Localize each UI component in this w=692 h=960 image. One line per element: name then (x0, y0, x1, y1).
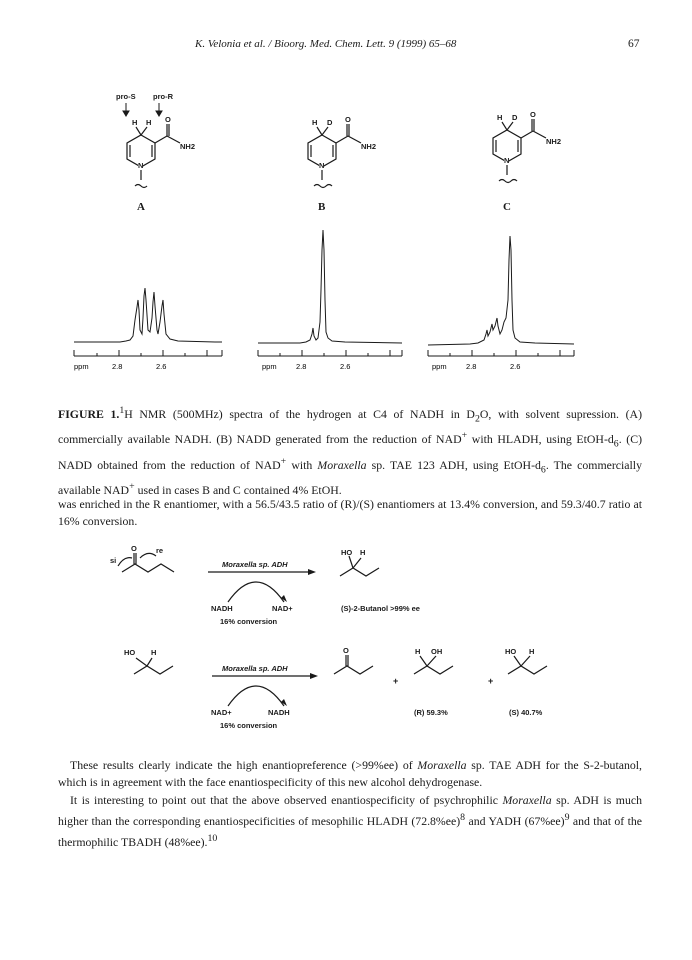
scheme-2-drawing (0, 640, 692, 740)
scheme-1-product-label: (S)-2-Butanol >99% ee (341, 604, 420, 613)
nh2-c: NH2 (546, 137, 562, 146)
figure-caption: FIGURE 1.$^1$H NMR (500MHz) spectra of the hydrogen at C4 of NADH in $D_2O$, with solvent supression. (A) commercially available NADH. (B) NADD generated from the reduction of NAD+ with HLADH, using EtOH-$d_6$. (C) NADD obtained from the reduction of NAD+ with Moraxella sp. TAE 123 ADH, using EtOH-$d_6$. The commercially available NAD+ used in cases B and C contained 4% EtOH. (58, 405, 643, 497)
structure-label-c: C (503, 201, 511, 213)
ppm-label-c: ppm (432, 362, 447, 371)
plus-sign-1: + (393, 676, 399, 686)
nmr-spectrum-a (74, 288, 222, 356)
ppm-label-a: ppm (74, 362, 89, 371)
atom-h-b: H (312, 118, 318, 127)
atom-n-c: N (504, 156, 510, 165)
paragraph-comparison: It is interesting to point out that the above observed enantiospecificity of psychrophilic Moraxella sp. ADH is much higher than the corresponding enantiospecificities of mesophilic HLADH $(72.8\%ee)^8$ and YADH $(67\%ee)^9$ and that of the thermophilic TBADH (48%ee).$^{10}$ (58, 793, 642, 849)
r-oh: OH (431, 647, 443, 656)
scheme-1-cofactor-right: NAD+ (272, 604, 293, 613)
atom-n-b: N (319, 161, 325, 170)
scheme-1-cofactor-left: NADH (211, 604, 233, 613)
atom-h-a1: H (132, 118, 138, 127)
tick-2-8-a: 2.8 (112, 362, 123, 371)
ketone-o-2: O (343, 646, 349, 655)
structure-label-a: A (137, 201, 145, 213)
scheme-1 (0, 540, 692, 630)
nmr-spectra (0, 0, 692, 390)
tick-2-8-b: 2.8 (296, 362, 307, 371)
nmr-spectrum-c (428, 236, 574, 356)
ppm-label-b: ppm (262, 362, 277, 371)
atom-d-b: D (327, 118, 333, 127)
s-h: H (529, 647, 535, 656)
paragraph-enantiopreference: These results clearly indicate the high enantiopreference (>99%ee) of Moraxella sp. TAE ADH for the S-2-butanol, which is in agreement with the face enantiospecificity of this new alcohol dehydrogenase. (58, 758, 642, 789)
atom-o-a: O (165, 115, 171, 124)
rac-h: H (151, 648, 157, 657)
nmr-spectrum-b (258, 230, 402, 356)
atom-o-b: O (345, 115, 351, 124)
scheme-2-cofactor-left: NAD+ (211, 708, 232, 717)
tick-2-6-c: 2.6 (510, 362, 521, 371)
scheme-1-conversion: 16% conversion (220, 617, 278, 626)
tick-2-8-c: 2.8 (466, 362, 477, 371)
nh2-a: NH2 (180, 142, 196, 151)
re-label: re (156, 546, 164, 555)
running-head: K. Velonia et al. / Bioorg. Med. Chem. Lett. 9 (1999) 65–68 (195, 38, 457, 50)
page-number: 67 (628, 38, 640, 50)
scheme-2-conversion: 16% conversion (220, 721, 278, 730)
tick-2-6-a: 2.6 (156, 362, 167, 371)
si-label: si (110, 556, 117, 565)
product-h: H (360, 548, 366, 557)
atom-o-c: O (530, 110, 536, 119)
rac-ho: HO (124, 648, 136, 657)
structure-label-b: B (318, 201, 326, 213)
label-r-percent: (R) 59.3% (414, 708, 448, 717)
label-s-percent: (S) 40.7% (509, 708, 543, 717)
atom-h-a2: H (146, 118, 152, 127)
r-h: H (415, 647, 421, 656)
atom-h-c: H (497, 113, 503, 122)
scheme-2-enzyme: Moraxella sp. ADH (222, 664, 288, 673)
figure-label: FIGURE 1. (58, 406, 120, 421)
scheme-2-cofactor-right: NADH (268, 708, 290, 717)
nh2-b: NH2 (361, 142, 377, 151)
atom-n-a: N (138, 161, 144, 170)
plus-sign-2: + (488, 676, 494, 686)
atom-d-c: D (512, 113, 518, 122)
paragraph-enantiomer-ratio: was enriched in the R enantiomer, with a 56.5/43.5 ratio of (R)/(S) enantiomers at 13.4% conversion, and 59.3/40.7 ratio at 16% conversion. (58, 497, 642, 528)
ketone-o: O (131, 544, 137, 553)
label-pro-r: pro-R (153, 92, 173, 101)
s-ho: HO (505, 647, 517, 656)
label-pro-s: pro-S (116, 92, 136, 101)
tick-2-6-b: 2.6 (340, 362, 351, 371)
scheme-2 (0, 640, 692, 740)
product-ho: HO (341, 548, 353, 557)
scheme-1-enzyme: Moraxella sp. ADH (222, 560, 288, 569)
